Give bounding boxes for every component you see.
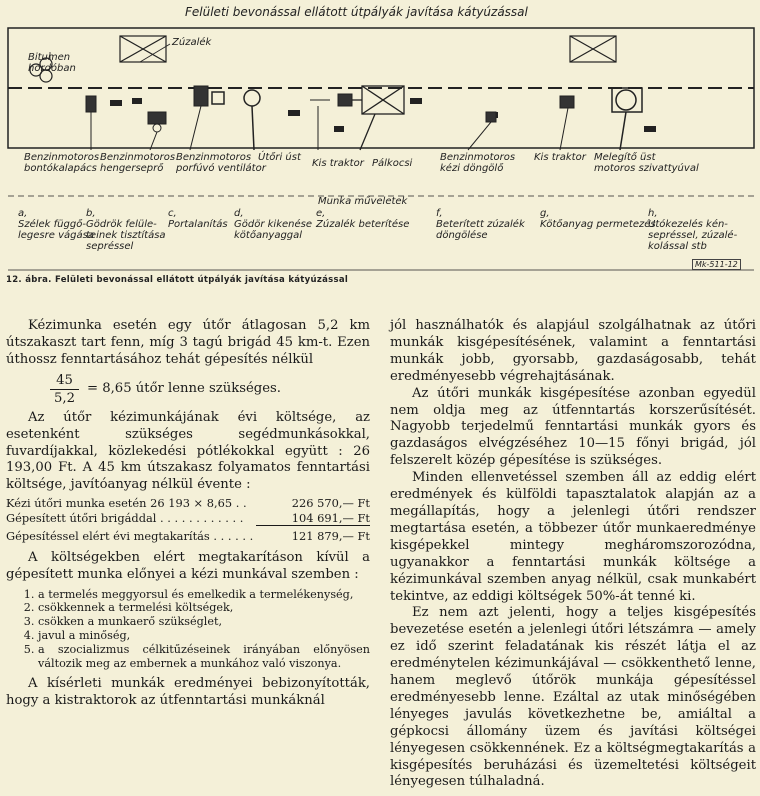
op-e: e, Zúzalék beterítése <box>316 208 410 230</box>
gravel-heap-icon <box>120 36 166 62</box>
paragraph: jól használhatók és alapjául szolgálhatnak az útőri munkák kisgépesítésének, valamint a fenntartási munkák jobb, gyorsabb, gazdaságosabb, tehát eredményesebb végrehajtásának. <box>390 318 756 384</box>
label-machine-7: Pálkocsi <box>372 158 413 169</box>
gravel-heap-icon <box>570 36 616 62</box>
left-column <box>6 318 370 710</box>
op-b: b, Gödrök felüle- teinek tisztítása sepréssel <box>86 208 166 252</box>
figure-code: Mk-511-12 <box>692 259 741 270</box>
label-machine-5: Útőri úst <box>258 152 301 163</box>
trailer-icon <box>352 86 404 150</box>
op-d: d, Gödör kikenése kötőanyaggal <box>234 208 312 241</box>
hand-rammer-icon <box>468 112 496 150</box>
op-f: f, Beterített zúzalék döngölése <box>436 208 525 241</box>
advantages-list <box>6 588 370 671</box>
list-item: 3. csökken a munkaerő szükséglet, <box>38 615 370 629</box>
label-machine-1: Benzinmotoros bontókalapács <box>24 152 100 174</box>
breaker-hammer-icon <box>86 96 96 150</box>
op-c: c, Portalanítás <box>168 208 228 230</box>
paragraph: Az útőri munkák kisgépesítése azonban egyedül nem oldja meg az útfenntartás korszerűsítését. Nagyobb terjedelmű fenntartási munkák gyors és gazdaságos elvégzéséhez 10—15 főnyi brigád, jól felszerelt közép gépesítése is szükséges. <box>390 385 756 469</box>
heating-kettle-pump-icon <box>612 88 642 150</box>
label-bitumen: Bitumen hordóban <box>28 52 76 74</box>
paragraph: Minden ellenvetéssel szemben áll az eddig elért eredmények és külföldi tapasztalatok alapján az a megállapítás, hogy a jelenlegi útőri rendszer megtartása esetén, a többezer útőr munkaeredménye kisgépekkel mintegy megháromszorozódna, ugyanakkor a fenntartási munkák költsége a kézimunkával szemben anyag nélkül, csak munkabért tekintve, az eddigi költségek 50%-át tenné ki. <box>390 470 756 604</box>
label-machine-6: Kis traktor <box>312 158 364 169</box>
label-machine-3: Benzinmotoros porfúvó ventilátor <box>176 152 266 174</box>
road-sweeper-icon <box>148 112 166 150</box>
paragraph: Az útőr kézimunkájának évi költsége, az esetenként szükséges segédmunkásokkal, fuvardíjakkal, közlekedési pótlékokkal együtt : 26 193,00 Ft. A 45 km útszakasz folyamatos fenntartási költsége, javítóanyag nélkül évente : <box>6 409 370 493</box>
label-machine-8: Benzinmotoros kézi döngölő <box>440 152 516 174</box>
ops-title: Munka műveletek <box>318 196 408 207</box>
calc-row: Gépesített útőri brigáddal . . . . . . . . . . . . 104 691,— Ft <box>6 510 370 525</box>
paragraph: A költségekben elért megtakarításon kívül a gépesített munka előnyei a kézi munkával szemben : <box>6 549 370 582</box>
list-item: 5. a szocializmus célkitűzéseinek irányában előnyösen változik meg az embernek a munkához való viszonya. <box>38 643 370 671</box>
figure <box>0 0 760 290</box>
figure-caption: 12. ábra. Felületi bevonással ellátott útpályák javítása kátyúzással <box>6 275 349 285</box>
small-tractor-icon <box>560 96 574 150</box>
figure-title: Felületi bevonással ellátott útpályák javítása kátyúzással <box>185 5 528 19</box>
label-machine-10: Melegítő üst motoros szivattyúval <box>594 152 699 174</box>
list-item: 1. a termelés meggyorsul és emelkedik a termelékenység, <box>38 588 370 602</box>
paragraph: A kísérleti munkák eredményei bebizonyították, hogy a kistraktorok az útfenntartási munkáknál <box>6 676 370 709</box>
op-g: g, Kötőanyag permetezés <box>540 208 656 230</box>
fraction-result: = 8,65 útőr lenne szükséges. <box>86 380 281 396</box>
cost-calculation <box>6 496 370 544</box>
label-zuzalek: Zúzalék <box>172 37 212 48</box>
fraction-denominator: 5,2 <box>54 390 75 406</box>
paragraph: Ez nem azt jelenti, hogy a teljes kisgépesítés bevezetése esetén a jelenlegi útőri létszámra — amely ez idő szerint feladatának kis részét látja el az eredménytelen kézimunkájával — csökkenthető lenne, hanem meglevő útőrök munkája gépesítéssel eredményesebb lenne. Ezáltal az utak minőségében lényeges javulás következhetne be, amiáltal a gépkocsi állomány üzem és javítási költségei lényegesen csökkennének. Ez a költségmegtakarítás a kisgépesítés beruházási és üzemeltetési költségeit lényegesen túlhaladná. <box>390 605 756 790</box>
label-machine-2: Benzinmotoros hengerseprő <box>100 152 176 174</box>
op-a: a, Szélek függő- legesre vágása <box>18 208 94 241</box>
list-item: 2. csökkennek a termelési költségek, <box>38 601 370 615</box>
fraction-numerator: 45 <box>50 372 79 390</box>
small-tractor-icon <box>310 94 352 150</box>
calc-row: Kézi útőri munka esetén 26 193 × 8,65 . . 226 570,— Ft <box>6 496 370 511</box>
label-machine-9: Kis traktor <box>534 152 586 163</box>
tar-kettle-icon <box>212 90 260 150</box>
calc-row-total: Gépesítéssel elért évi megtakarítás . . . . . . 121 879,— Ft <box>6 529 370 544</box>
blower-fan-icon <box>190 86 208 150</box>
list-item: 4. javul a minőség, <box>38 629 370 643</box>
op-h: h, Utókezelés kén- sepréssel, zúzalé- kolással stb <box>648 208 738 252</box>
fraction-equation <box>48 372 370 407</box>
paragraph: Kézimunka esetén egy útőr átlagosan 5,2 km útszakaszt tart fenn, míg 3 tagú brigád 45 km-t. Ezen úthossz fenntartásához tehát gépesítés nélkül <box>6 318 370 367</box>
right-column <box>390 318 756 791</box>
